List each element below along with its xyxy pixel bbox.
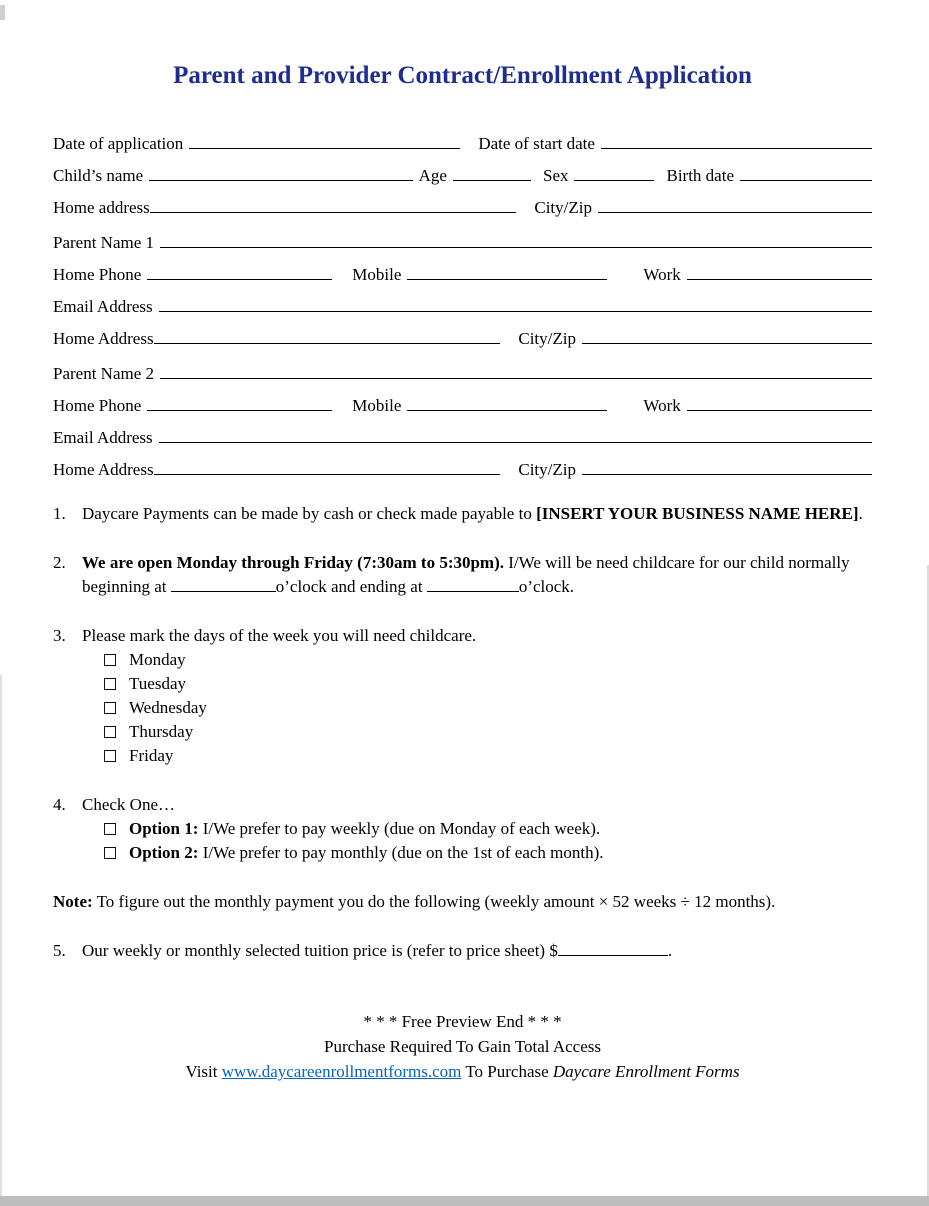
form-row-child	[53, 166, 872, 186]
item-number: 2.	[53, 553, 66, 572]
check-row-tuesday	[104, 672, 872, 696]
wednesday-checkbox[interactable]	[104, 702, 116, 714]
item-number: 5.	[53, 941, 66, 960]
item-days	[53, 624, 872, 768]
item-number: 1.	[53, 504, 66, 523]
item-number: 3.	[53, 626, 66, 645]
note-paragraph	[53, 890, 872, 914]
option2-bold: Option 2:	[129, 843, 199, 862]
text-segment: I/We prefer to pay weekly (due on Monday of each week).	[198, 819, 601, 838]
note-label: Note:	[53, 892, 93, 911]
check-row-wednesday	[104, 696, 872, 720]
home-phone-blank	[147, 265, 332, 280]
text-segment: Our weekly or monthly selected tuition price is (refer to price sheet) $	[82, 941, 558, 960]
option1-checkbox[interactable]	[104, 823, 116, 835]
numbered-list	[53, 502, 872, 963]
footer-purchase-note: Purchase Required To Gain Total Access	[324, 1037, 601, 1056]
monday-checkbox[interactable]	[104, 654, 116, 666]
home-address-label: Home Address	[53, 460, 154, 479]
form-row-home-address	[53, 198, 872, 218]
payment-options-list	[104, 817, 872, 865]
thursday-checkbox[interactable]	[104, 726, 116, 738]
footer-preview-end: * * * Free Preview End * * *	[363, 1012, 562, 1031]
home-address-label: Home address	[53, 198, 150, 217]
item-payment	[53, 502, 872, 526]
days-check-list	[104, 648, 872, 768]
option2-checkbox[interactable]	[104, 847, 116, 859]
friday-checkbox[interactable]	[104, 750, 116, 762]
text-segment: Visit	[185, 1062, 222, 1081]
form-row-parent1-address	[53, 329, 872, 349]
parent2-name-label: Parent Name 2	[53, 364, 155, 383]
mobile-blank	[407, 265, 607, 280]
work-blank	[687, 265, 872, 280]
parent1-name-blank	[160, 233, 872, 248]
tuition-price-blank	[558, 942, 668, 956]
page-edge-notch	[0, 5, 5, 20]
item-check-one	[53, 793, 872, 865]
home-address-blank	[154, 460, 501, 475]
email-label: Email Address	[53, 428, 153, 447]
text-segment: Daycare Payments can be made by cash or check made payable to	[82, 504, 537, 523]
item-number: 4.	[53, 795, 66, 814]
city-zip-label: City/Zip	[534, 198, 592, 217]
begin-time-blank	[171, 578, 276, 592]
page-edge-bottom	[0, 1196, 929, 1206]
check-row-option2	[104, 841, 872, 865]
city-zip-blank	[582, 460, 872, 475]
end-time-blank	[427, 578, 519, 592]
home-phone-label: Home Phone	[53, 396, 142, 415]
option1-bold: Option 1:	[129, 819, 199, 838]
date-of-application-blank	[189, 134, 460, 149]
age-label: Age	[418, 166, 447, 185]
city-zip-blank	[598, 198, 872, 213]
item-tuition-body	[82, 939, 872, 963]
birth-date-blank	[740, 166, 872, 181]
mobile-blank	[407, 396, 607, 411]
email-blank	[159, 297, 872, 312]
sex-blank	[574, 166, 654, 181]
work-label: Work	[643, 265, 681, 284]
check-row-friday	[104, 744, 872, 768]
home-address-blank	[150, 198, 517, 213]
text-segment: I/We will be need childcare for our child normally beginning at	[82, 553, 850, 596]
mobile-label: Mobile	[352, 396, 402, 415]
mobile-label: Mobile	[352, 265, 402, 284]
date-of-application-label: Date of application	[53, 134, 184, 153]
form-row-parent2-email	[53, 428, 872, 448]
item-check-one-body	[82, 793, 872, 865]
sex-label: Sex	[542, 166, 569, 185]
date-of-start-blank	[601, 134, 872, 149]
text-segment: o’clock.	[518, 577, 575, 596]
item-hours	[53, 551, 872, 599]
form-row-parent2-name	[53, 364, 872, 384]
childs-name-label: Child’s name	[53, 166, 144, 185]
birth-date-label: Birth date	[666, 166, 734, 185]
item-days-body	[82, 624, 872, 768]
open-hours-bold: We are open Monday through Friday (7:30am to 5:30pm).	[82, 553, 505, 572]
business-name-placeholder: [INSERT YOUR BUSINESS NAME HERE]	[536, 504, 859, 523]
home-phone-label: Home Phone	[53, 265, 142, 284]
check-one-text: Check One…	[82, 795, 176, 814]
work-blank	[687, 396, 872, 411]
item-tuition	[53, 939, 872, 963]
home-phone-blank	[147, 396, 332, 411]
check-row-option1	[104, 817, 872, 841]
thursday-label: Thursday	[129, 722, 194, 741]
page-title: Parent and Provider Contract/Enrollment Application	[173, 62, 752, 89]
city-zip-label: City/Zip	[518, 460, 576, 479]
tuesday-checkbox[interactable]	[104, 678, 116, 690]
form-row-parent1-email	[53, 297, 872, 317]
text-segment: .	[858, 504, 863, 523]
footer	[53, 1009, 872, 1084]
item-payment-body	[82, 502, 872, 526]
date-of-start-label: Date of start date	[478, 134, 595, 153]
item-days-text: Please mark the days of the week you will need childcare.	[82, 626, 477, 645]
page-edge-left	[0, 675, 2, 1196]
childs-name-blank	[149, 166, 412, 181]
age-blank	[453, 166, 531, 181]
form-row-dates	[53, 134, 872, 154]
option1-label	[129, 817, 600, 841]
note-text: To figure out the monthly payment you do the following (weekly amount × 52 weeks ÷ 12 months).	[92, 892, 776, 911]
friday-label: Friday	[129, 746, 174, 765]
option2-label	[129, 841, 604, 865]
footer-visit-line	[53, 1059, 872, 1084]
home-address-label: Home Address	[53, 329, 154, 348]
home-address-blank	[154, 329, 501, 344]
form-row-parent1-name	[53, 233, 872, 253]
email-label: Email Address	[53, 297, 153, 316]
footer-link[interactable]: www.daycareenrollmentforms.com	[221, 1062, 462, 1081]
check-row-thursday	[104, 720, 872, 744]
check-row-monday	[104, 648, 872, 672]
parent1-name-label: Parent Name 1	[53, 233, 155, 252]
item-hours-body	[82, 551, 872, 599]
text-segment: To Purchase	[461, 1062, 553, 1081]
footer-product-name: Daycare Enrollment Forms	[552, 1062, 740, 1081]
monday-label: Monday	[129, 650, 186, 669]
text-segment: .	[667, 941, 673, 960]
form-row-parent2-address	[53, 460, 872, 480]
parent2-name-blank	[160, 364, 872, 379]
form-row-parent2-phones	[53, 396, 872, 416]
form-row-parent1-phones	[53, 265, 872, 285]
tuesday-label: Tuesday	[129, 674, 186, 693]
work-label: Work	[643, 396, 681, 415]
text-segment: o’clock and ending at	[275, 577, 427, 596]
email-blank	[159, 428, 872, 443]
text-segment: I/We prefer to pay monthly (due on the 1st of each month).	[198, 843, 604, 862]
wednesday-label: Wednesday	[129, 698, 207, 717]
city-zip-blank	[582, 329, 872, 344]
city-zip-label: City/Zip	[518, 329, 576, 348]
